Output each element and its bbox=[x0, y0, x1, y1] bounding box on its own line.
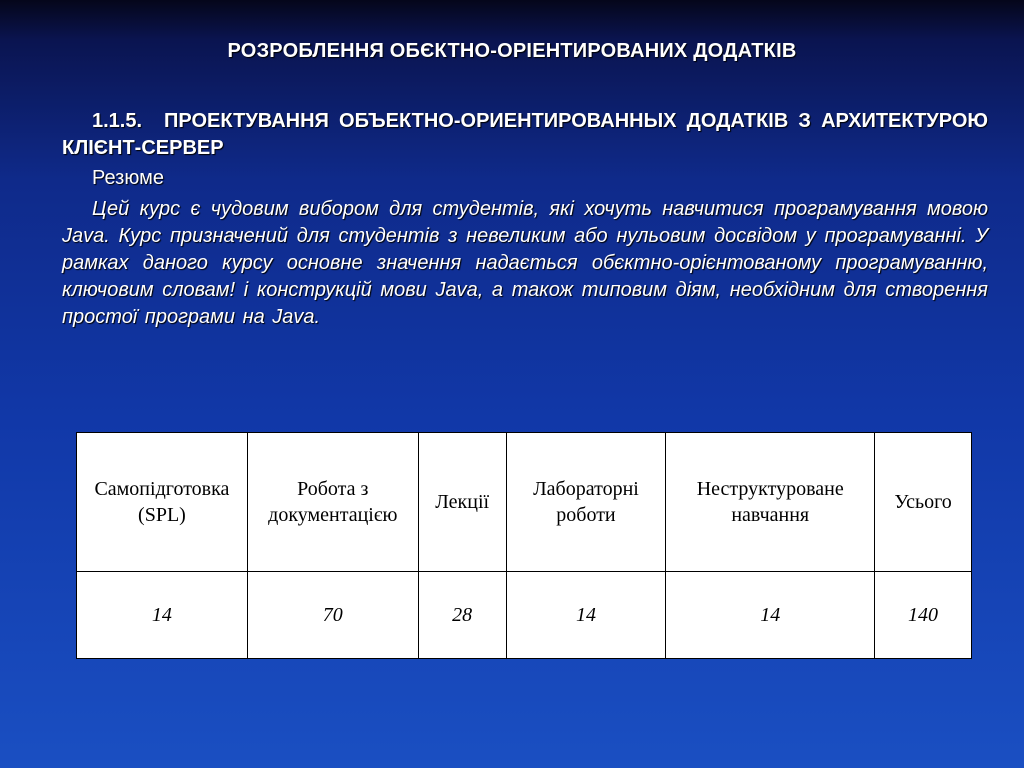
course-number: 1.1.5. bbox=[92, 110, 143, 132]
header-cell-unstructured: Неструктуроване навчання bbox=[666, 433, 875, 572]
value-cell-lectures: 28 bbox=[418, 572, 506, 659]
slide-title: РОЗРОБЛЕННЯ ОБЄКТНО-ОРІЕНТИРОВАНИХ ДОДАТКІВ bbox=[227, 40, 797, 62]
header-cell-self-study: Самопідготовка (SPL) bbox=[77, 433, 248, 572]
course-heading bbox=[62, 108, 988, 162]
resume-label: Резюме bbox=[92, 167, 164, 189]
header-cell-lectures: Лекції bbox=[418, 433, 506, 572]
value-cell-self-study: 14 bbox=[77, 572, 248, 659]
course-description: Цей курс є чудовим вибором для студентів, які хочуть навчитися програмування мовою Java. Курс призначений для студентів з невеликим або нульовим досвідом у програмуванні. У рамках даного курсу основне значення надається обєктно-орієнтованому програмуванню, ключовим словам! і конструкцій мови Java, а також типовим діям, необхідним для створення простої програми на Java. bbox=[62, 198, 988, 328]
course-content bbox=[62, 108, 988, 331]
course-heading-text: ПРОЕКТУВАННЯ ОБЪЕКТНО-ОРИЕНТИРОВАННЫХ ДОДАТКІВ З АРХИТЕКТУРОЮ КЛІЄНТ-СЕРВЕР bbox=[62, 110, 988, 159]
value-cell-documentation: 70 bbox=[247, 572, 418, 659]
table-row bbox=[77, 572, 972, 659]
table-header-row bbox=[77, 433, 972, 572]
hours-table bbox=[76, 432, 972, 659]
value-cell-total: 140 bbox=[875, 572, 972, 659]
header-cell-documentation: Робота з документацією bbox=[247, 433, 418, 572]
value-cell-unstructured: 14 bbox=[666, 572, 875, 659]
value-cell-labs: 14 bbox=[506, 572, 666, 659]
header-cell-labs: Лабораторні роботи bbox=[506, 433, 666, 572]
header-cell-total: Усього bbox=[875, 433, 972, 572]
